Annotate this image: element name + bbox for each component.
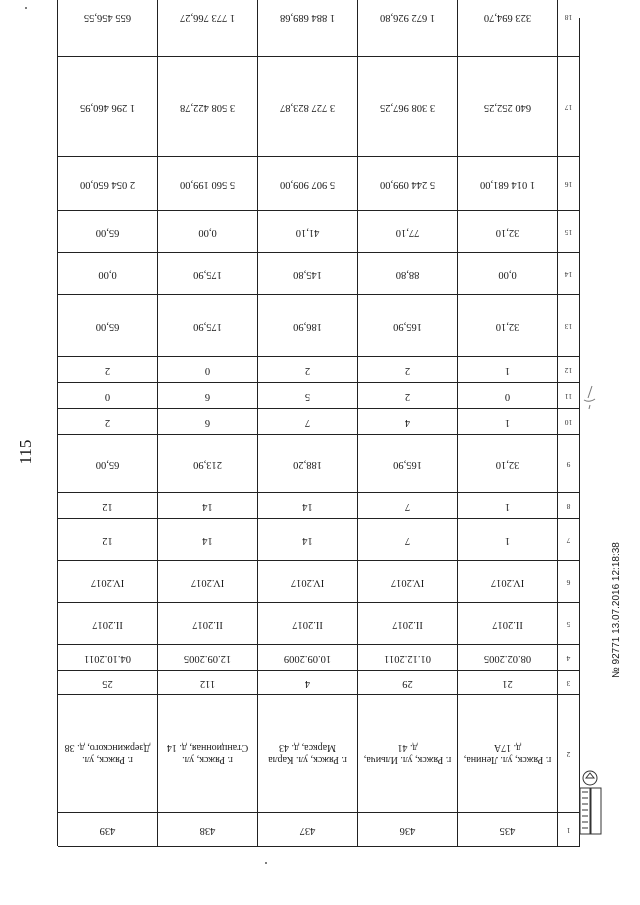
table-column-row-8 (57, 492, 579, 518)
row-number-cell: 435 (457, 812, 557, 846)
column-number: 1 (557, 812, 579, 846)
column-number: 4 (557, 644, 579, 670)
table-cell: II.2017 (57, 602, 157, 644)
table-cell: 4 (257, 670, 357, 694)
table-column-row-7 (57, 518, 579, 560)
table-cell: 1 773 766,27 (157, 0, 257, 56)
table-cell: 32,10 (457, 210, 557, 252)
table-cell: 0,00 (157, 210, 257, 252)
row-number-cell: 438 (157, 812, 257, 846)
table-cell: 0,00 (57, 252, 157, 294)
document-id: № 92771 13.07.2016 12:18:38 (611, 542, 622, 678)
table-cell: 2 (57, 408, 157, 434)
table-cell: 7 (357, 518, 457, 560)
column-number: 5 (557, 602, 579, 644)
pencil-mark (582, 385, 598, 411)
table-column-row-18 (57, 0, 579, 56)
table-column-row-3 (57, 670, 579, 694)
table-cell: 188,20 (257, 434, 357, 492)
table-cell: 5 244 099,00 (357, 156, 457, 210)
page-number: 115 (16, 439, 35, 465)
table-column-row-6 (57, 560, 579, 602)
table-column-row-11 (57, 382, 579, 408)
table-cell: 165,90 (357, 294, 457, 356)
column-number: 9 (557, 434, 579, 492)
table-column-row-2 (57, 694, 579, 812)
table-cell: 14 (157, 492, 257, 518)
table-cell: II.2017 (257, 602, 357, 644)
table-cell: 3 727 823,87 (257, 56, 357, 156)
table-cell: 640 252,25 (457, 56, 557, 156)
table-cell: 655 456,55 (57, 0, 157, 56)
table-cell: 32,10 (457, 434, 557, 492)
register-table (58, 11, 580, 847)
table-column-row-12 (57, 356, 579, 382)
table-cell: 14 (257, 492, 357, 518)
table-cell: 5 907 909,00 (257, 156, 357, 210)
table-cell: 1 014 681,00 (457, 156, 557, 210)
table-cell: 2 (357, 382, 457, 408)
table-cell: 1 (457, 492, 557, 518)
table-cell: 4 (357, 408, 457, 434)
table-cell: 88,80 (357, 252, 457, 294)
table-column-row-10 (57, 408, 579, 434)
table-cell: 0 (157, 356, 257, 382)
column-number: 7 (557, 518, 579, 560)
address-cell: г. Ряжск, ул. Станционная, д. 14 (157, 694, 257, 812)
table-cell: 3 508 422,78 (157, 56, 257, 156)
table-cell: IV.2017 (457, 560, 557, 602)
table-cell: 12.09.2005 (157, 644, 257, 670)
row-number-cell: 436 (357, 812, 457, 846)
table-column-row-4 (57, 644, 579, 670)
table-cell: 175,90 (157, 252, 257, 294)
table-cell: 5 560 199,00 (157, 156, 257, 210)
table-cell: 65,00 (57, 210, 157, 252)
table-cell: 21 (457, 670, 557, 694)
table-cell: 01.12.2011 (357, 644, 457, 670)
column-number: 16 (557, 156, 579, 210)
table-cell: 165,90 (357, 434, 457, 492)
table-cell: 65,00 (57, 294, 157, 356)
table-cell: 5 (257, 382, 357, 408)
table-cell: 6 (157, 408, 257, 434)
table-cell: 186,90 (257, 294, 357, 356)
table-cell: II.2017 (357, 602, 457, 644)
table-cell: 10.09.2009 (257, 644, 357, 670)
column-number: 11 (557, 382, 579, 408)
column-number: 17 (557, 56, 579, 156)
column-number: 3 (557, 670, 579, 694)
address-cell: г. Ряжск, ул. Карла Маркса, д. 43 (257, 694, 357, 812)
table-cell: 2 (57, 356, 157, 382)
table-cell: 12 (57, 518, 157, 560)
table-column-row-1 (57, 812, 579, 846)
table-cell: IV.2017 (257, 560, 357, 602)
table-cell: 1 (457, 408, 557, 434)
address-cell: г. Ряжск, ул. Ильича, д. 41 (357, 694, 457, 812)
table-column-row-9 (57, 434, 579, 492)
table-cell: 29 (357, 670, 457, 694)
table-cell: 0 (457, 382, 557, 408)
table-cell: 12 (57, 492, 157, 518)
address-cell: г. Ряжск, ул. Ленина, д. 17А (457, 694, 557, 812)
table-cell: 2 (257, 356, 357, 382)
table-cell: 3 308 967,25 (357, 56, 457, 156)
table-cell: 145,80 (257, 252, 357, 294)
table-cell: 112 (157, 670, 257, 694)
column-number: 18 (557, 0, 579, 56)
column-number: 14 (557, 252, 579, 294)
table-cell: 323 694,70 (457, 0, 557, 56)
table-cell: 77,10 (357, 210, 457, 252)
table-cell: IV.2017 (157, 560, 257, 602)
registry-stamp (578, 768, 604, 838)
table-cell: 175,90 (157, 294, 257, 356)
table-cell: 2 054 650,00 (57, 156, 157, 210)
table-cell: II.2017 (457, 602, 557, 644)
table-cell: 7 (357, 492, 457, 518)
table-column-row-16 (57, 156, 579, 210)
table-column-row-5 (57, 602, 579, 644)
table-cell: 65,00 (57, 434, 157, 492)
table-cell: IV.2017 (57, 560, 157, 602)
table-column-row-13 (57, 294, 579, 356)
table-cell: 7 (257, 408, 357, 434)
column-number: 2 (557, 694, 579, 812)
table-column-row-14 (57, 252, 579, 294)
table-cell: 14 (257, 518, 357, 560)
table-cell: 1 (457, 518, 557, 560)
row-number-cell: 439 (57, 812, 157, 846)
table-cell: 0 (57, 382, 157, 408)
table-cell: 0,00 (457, 252, 557, 294)
table-cell: 32,10 (457, 294, 557, 356)
register-grid (58, 11, 580, 847)
table-cell: 1 884 689,68 (257, 0, 357, 56)
table-cell: 6 (157, 382, 257, 408)
table-cell: 41,10 (257, 210, 357, 252)
table-cell: II.2017 (157, 602, 257, 644)
table-cell: 25 (57, 670, 157, 694)
table-cell: IV.2017 (357, 560, 457, 602)
address-cell: г. Ряжск, ул. Дзержинского, д. 38 (57, 694, 157, 812)
table-cell: 1 (457, 356, 557, 382)
table-cell: 1 296 460,95 (57, 56, 157, 156)
table-cell: 1 672 926,80 (357, 0, 457, 56)
table-cell: 08.02.2005 (457, 644, 557, 670)
table-cell: 213,90 (157, 434, 257, 492)
table-column-row-17 (57, 56, 579, 156)
column-number: 13 (557, 294, 579, 356)
table-column-row-15 (57, 210, 579, 252)
column-number: 8 (557, 492, 579, 518)
row-number-cell: 437 (257, 812, 357, 846)
table-cell: 2 (357, 356, 457, 382)
column-number: 12 (557, 356, 579, 382)
column-number: 10 (557, 408, 579, 434)
column-number: 6 (557, 560, 579, 602)
table-cell: 14 (157, 518, 257, 560)
column-number: 15 (557, 210, 579, 252)
table-cell: 04.10.2011 (57, 644, 157, 670)
